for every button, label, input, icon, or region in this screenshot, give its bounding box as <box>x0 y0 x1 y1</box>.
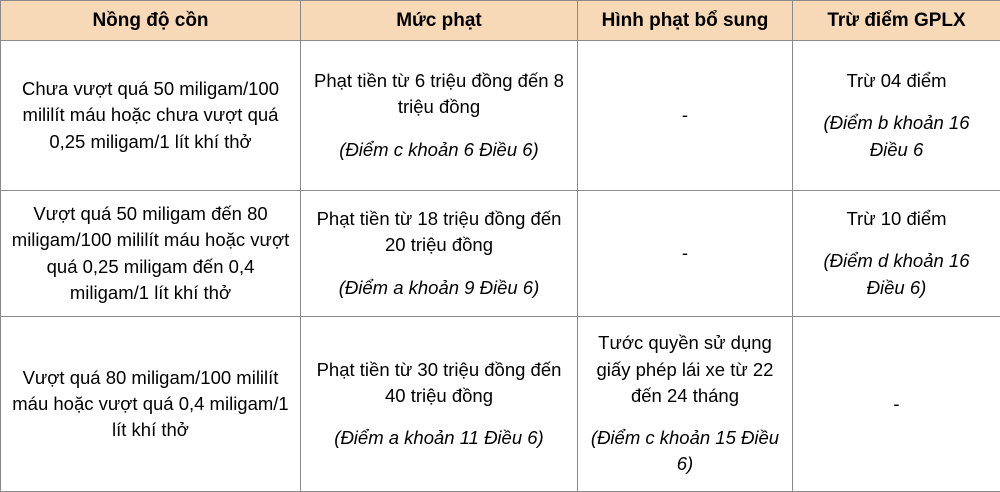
cell-concentration: Chưa vượt quá 50 miligam/100 mililít máu hoặc chưa vượt quá 0,25 miligam/1 lít khí thở <box>1 41 301 191</box>
cell-points-text: Trừ 04 điểm <box>803 68 990 94</box>
cell-fine-text: Phạt tiền từ 18 triệu đồng đến 20 triệu đồng <box>311 206 567 259</box>
cell-fine-reference: (Điểm a khoản 11 Điều 6) <box>311 425 567 451</box>
cell-extra-penalty <box>578 317 793 492</box>
cell-points <box>793 41 1000 191</box>
cell-fine <box>301 317 578 492</box>
cell-extra-penalty <box>578 191 793 317</box>
table-row <box>1 317 1000 492</box>
column-header-points-deduction: Trừ điểm GPLX <box>793 1 1000 41</box>
cell-points-reference: (Điểm b khoản 16 Điều 6 <box>803 110 990 163</box>
cell-fine <box>301 41 578 191</box>
cell-points-reference: (Điểm d khoản 16 Điều 6) <box>803 248 990 301</box>
cell-concentration: Vượt quá 80 miligam/100 mililít máu hoặc vượt quá 0,4 miligam/1 lít khí thở <box>1 317 301 492</box>
cell-points <box>793 191 1000 317</box>
cell-extra-penalty-text: Tước quyền sử dụng giấy phép lái xe từ 22 đến 24 tháng <box>588 330 782 409</box>
cell-fine-reference: (Điểm c khoản 6 Điều 6) <box>311 137 567 163</box>
column-header-extra-penalty: Hình phạt bổ sung <box>578 1 793 41</box>
cell-concentration: Vượt quá 50 miligam đến 80 miligam/100 mililít máu hoặc vượt quá 0,25 miligam đến 0,4 miligam/1 lít khí thở <box>1 191 301 317</box>
cell-extra-penalty-text: - <box>588 240 782 266</box>
table-row <box>1 191 1000 317</box>
cell-extra-penalty-reference: (Điểm c khoản 15 Điều 6) <box>588 425 782 478</box>
cell-fine <box>301 191 578 317</box>
cell-fine-reference: (Điểm a khoản 9 Điều 6) <box>311 275 567 301</box>
table-header <box>1 1 1000 41</box>
table-row <box>1 41 1000 191</box>
cell-points-text: - <box>803 391 990 417</box>
cell-extra-penalty-text: - <box>588 102 782 128</box>
cell-extra-penalty <box>578 41 793 191</box>
column-header-concentration: Nồng độ cồn <box>1 1 301 41</box>
cell-fine-text: Phạt tiền từ 6 triệu đồng đến 8 triệu đồng <box>311 68 567 121</box>
cell-fine-text: Phạt tiền từ 30 triệu đồng đến 40 triệu đồng <box>311 357 567 410</box>
header-row <box>1 1 1000 41</box>
cell-points-text: Trừ 10 điểm <box>803 206 990 232</box>
cell-points <box>793 317 1000 492</box>
table-body <box>1 41 1000 492</box>
column-header-fine: Mức phạt <box>301 1 578 41</box>
